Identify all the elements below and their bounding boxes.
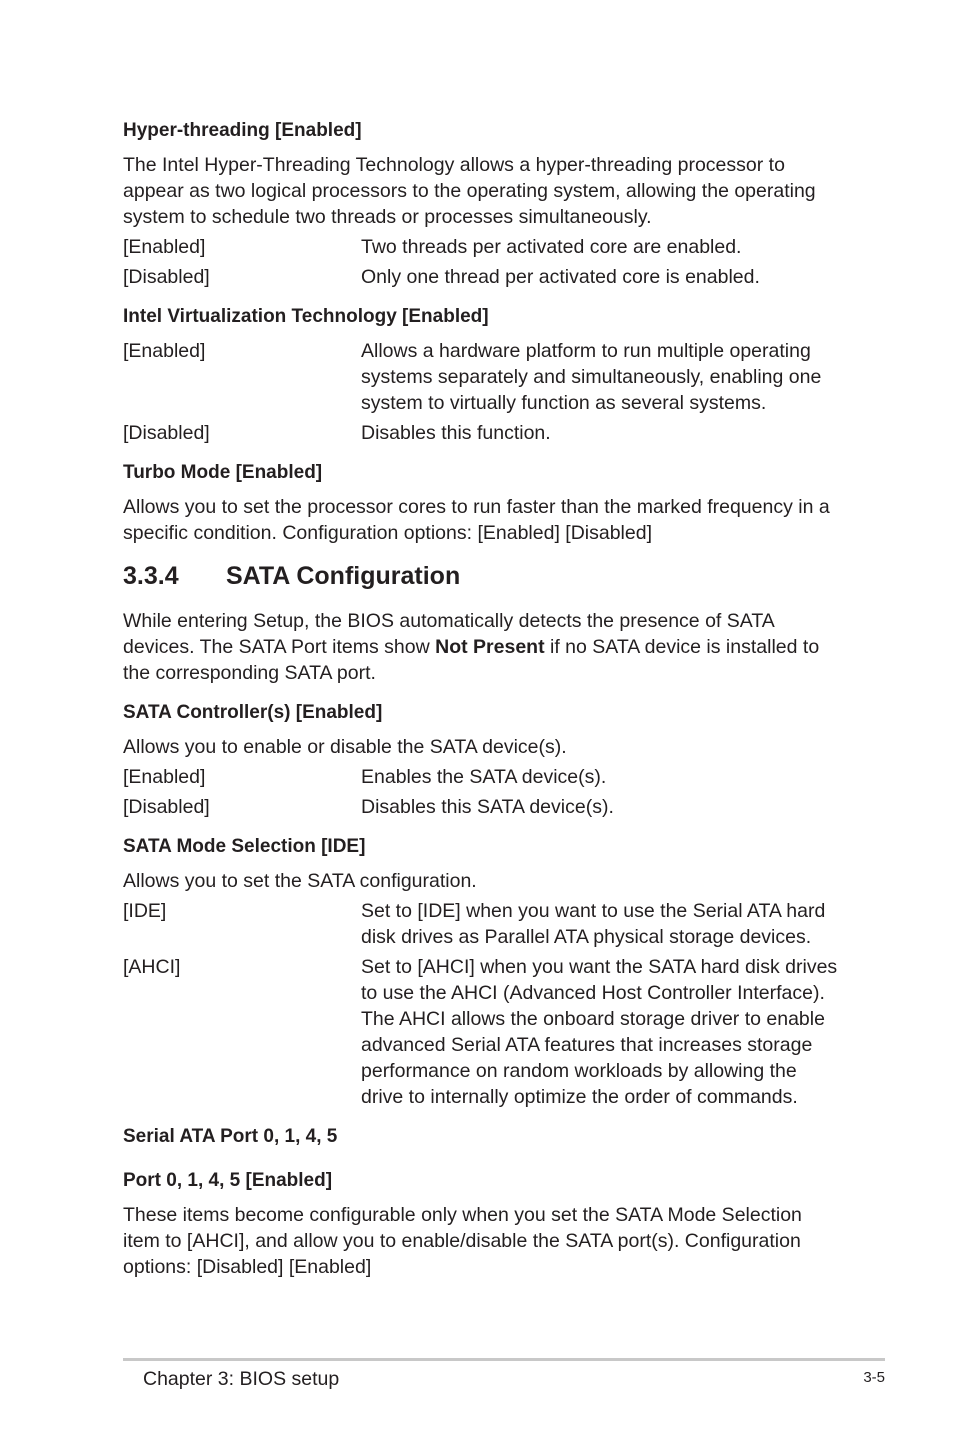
- option-row: [123, 954, 843, 1110]
- turbo-description: Allows you to set the processor cores to run faster than the marked frequency in a specific condition. Configuration options: [Enabled] [Disabled]: [123, 496, 830, 544]
- option-value: Disables this function.: [361, 422, 551, 444]
- sata-intro-text: While entering Setup, the BIOS automatically detects the presence of SATA devices. The SATA Port items show: [123, 610, 774, 658]
- option-row: [123, 338, 843, 416]
- sata-intro: [123, 608, 843, 686]
- page-content: [123, 118, 843, 1284]
- page-number: 3-5: [863, 1369, 885, 1386]
- option-value: Allows a hardware platform to run multiple operating systems separately and simultaneously, enabling one system to virtually function as several systems.: [361, 340, 822, 414]
- port-enabled-description: These items become configurable only when you set the SATA Mode Selection item to [AHCI], and allow you to enable/disable the SATA port(s). Configuration options: [Disabled] [Enabled]: [123, 1204, 802, 1278]
- hyper-threading-description: The Intel Hyper-Threading Technology allows a hyper-threading processor to appear as two logical processors to the operating system, allowing the operating system to schedule two threads or processes simultaneously.: [123, 154, 816, 228]
- option-key: [AHCI]: [123, 956, 181, 978]
- option-value: Set to [IDE] when you want to use the Serial ATA hard disk drives as Parallel ATA physical storage devices.: [361, 900, 826, 948]
- option-value: Set to [AHCI] when you want the SATA hard disk drives to use the AHCI (Advanced Host Controller Interface). The AHCI allows the onboard storage driver to enable advanced Serial ATA features that increases storage performance on random workloads by allowing the drive to internally optimize the order of commands.: [361, 956, 838, 1108]
- sata-intro-bold: Not Present: [435, 636, 545, 658]
- option-row: [123, 420, 843, 446]
- sata-controller-heading: SATA Controller(s) [Enabled]: [123, 702, 383, 723]
- section-title: SATA Configuration: [226, 562, 461, 590]
- option-row: [123, 264, 843, 290]
- option-key: [IDE]: [123, 900, 167, 922]
- option-row: [123, 898, 843, 950]
- sata-mode-heading: SATA Mode Selection [IDE]: [123, 836, 366, 857]
- turbo-heading: Turbo Mode [Enabled]: [123, 462, 323, 483]
- option-key: [Disabled]: [123, 796, 210, 818]
- section-heading: [123, 560, 843, 592]
- option-value: Two threads per activated core are enabled.: [361, 236, 742, 258]
- option-row: [123, 764, 843, 790]
- option-value: Disables this SATA device(s).: [361, 796, 614, 818]
- port-enabled-heading: Port 0, 1, 4, 5 [Enabled]: [123, 1170, 333, 1191]
- option-key: [Disabled]: [123, 422, 210, 444]
- sata-intro-text-end: if no SATA device is installed to the corresponding SATA port.: [123, 636, 820, 684]
- sata-controller-description: Allows you to enable or disable the SATA device(s).: [123, 736, 567, 758]
- hyper-threading-heading: Hyper-threading [Enabled]: [123, 120, 362, 141]
- sata-mode-description: Allows you to set the SATA configuration.: [123, 870, 477, 892]
- footer-rule: [123, 1358, 885, 1361]
- option-key: [Enabled]: [123, 340, 206, 362]
- section-number: 3.3.4: [123, 562, 179, 590]
- footer-chapter: Chapter 3: BIOS setup: [143, 1368, 340, 1390]
- option-key: [Enabled]: [123, 236, 206, 258]
- option-value: Only one thread per activated core is enabled.: [361, 266, 760, 288]
- option-row: [123, 794, 843, 820]
- option-row: [123, 234, 843, 260]
- serial-ata-port-heading: Serial ATA Port 0, 1, 4, 5: [123, 1126, 338, 1147]
- option-key: [Disabled]: [123, 266, 210, 288]
- option-key: [Enabled]: [123, 766, 206, 788]
- option-value: Enables the SATA device(s).: [361, 766, 607, 788]
- virtualization-heading: Intel Virtualization Technology [Enabled]: [123, 306, 489, 327]
